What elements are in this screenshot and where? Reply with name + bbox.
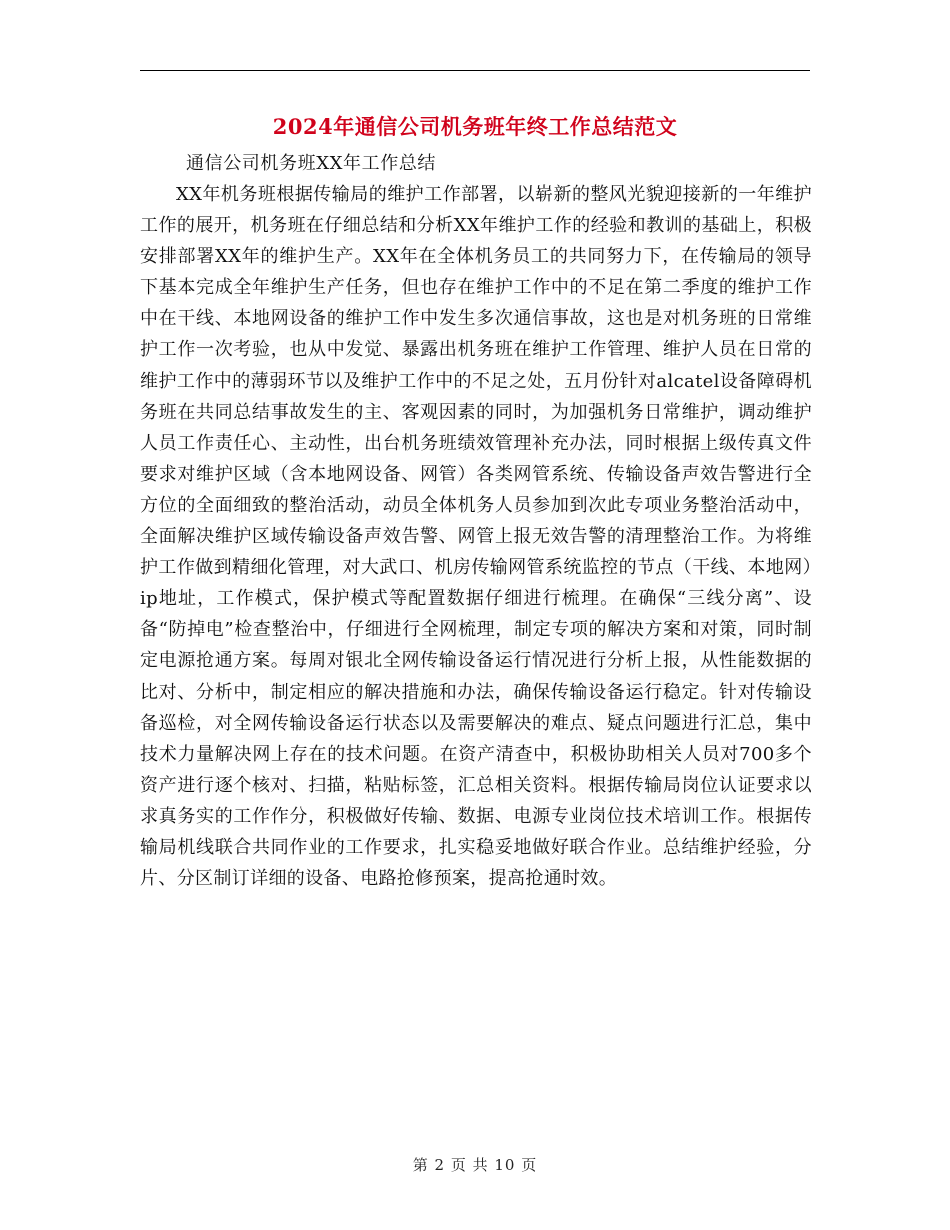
document-title: 2024年通信公司机务班年终工作总结范文 bbox=[272, 114, 678, 139]
document-subtitle: 通信公司机务班XX年工作总结 bbox=[186, 153, 437, 174]
header-rule bbox=[140, 70, 810, 71]
body-paragraph: XX年机务班根据传输局的维护工作部署，以崭新的整风光貌迎接新的一年维护工作的展开，机务班在仔细总结和分析XX年维护工作的经验和教训的基础上，积极安排部署XX年的维护生产。XX年在全体机务员工的共同努力下，在传输局的领导下基本完成全年维护生产任务，但也存在维护工作中的不足在第二季度的维护工作中在干线、本地网设备的维护工作中发生多次通信事故，这也是对机务班的日常维护工作一次考验，也从中发觉、暴露出机务班在维护工作管理、维护人员在日常的维护工作中的薄弱环节以及维护工作中的不足之处，五月份针对alcatel设备障碍机务班在共同总结事故发生的主、客观因素的同时，为加强机务日常维护，调动维护人员工作责任心、主动性，出台机务班绩效管理补充办法，同时根据上级传真文件要求对维护区域（含本地网设备、网管）各类网管系统、传输设备声效告警进行全方位的全面细致的整治活动，动员全体机务人员参加到次此专项业务整治活动中，全面解决维护区域传输设备声效告警、网管上报无效告警的清理整治工作。为将维护工作做到精细化管理，对大武口、机房传输网管系统监控的节点（干线、本地网）ip地址，工作模式，保护模式等配置数据仔细进行梳理。在确保“三线分离”、设备“防掉电”检查整治中，仔细进行全网梳理，制定专项的解决方案和对策，同时制定电源抢通方案。每周对银北全网传输设备运行情况进行分析上报，从性能数据的比对、分析中，制定相应的解决措施和办法，确保传输设备运行稳定。针对传输设备巡检，对全网传输设备运行状态以及需要解决的难点、疑点问题进行汇总，集中技术力量解决网上存在的技术问题。在资产清查中，积极协助相关人员对700多个资产进行逐个核对、扫描，粘贴标签，汇总相关资料。根据传输局岗位认证要求以求真务实的工作作分，积极做好传输、数据、电源专业岗位技术培训工作。根据传输局机线联合共同作业的工作要求，扎实稳妥地做好联合作业。总结维护经验，分片、分区制订详细的设备、电路抢修预案，提高抢通时效。 bbox=[140, 184, 812, 890]
page-number-footer: 第 2 页 共 10 页 bbox=[412, 1156, 538, 1174]
